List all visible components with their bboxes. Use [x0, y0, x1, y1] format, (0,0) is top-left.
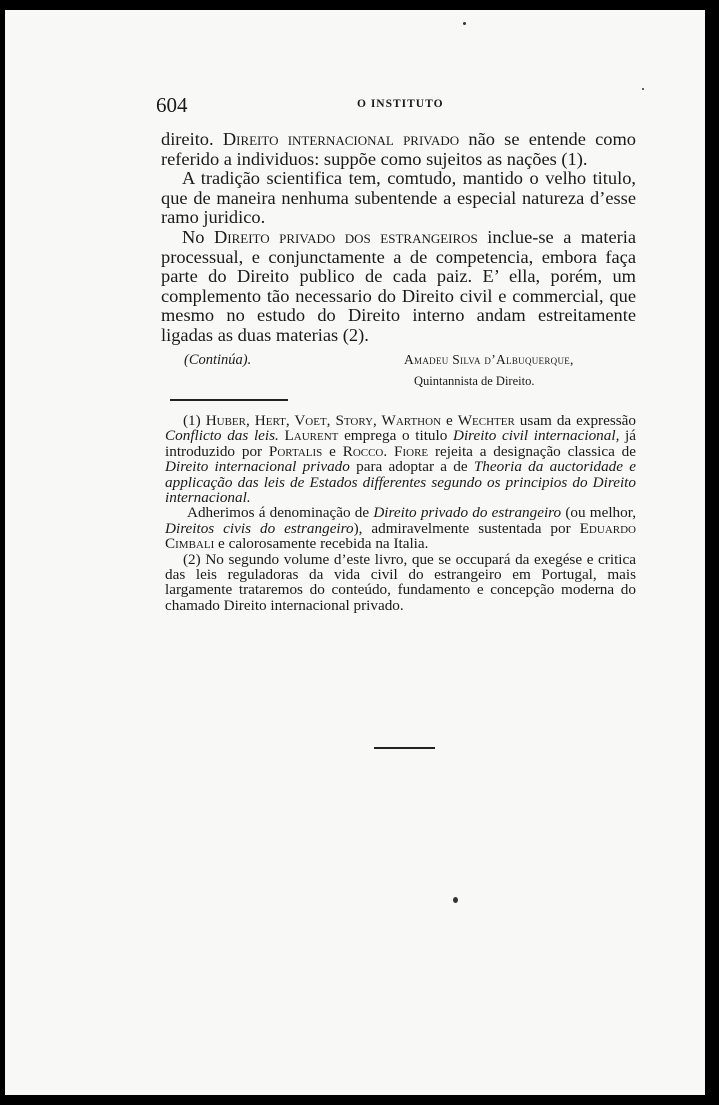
ink-speck	[642, 88, 644, 90]
ink-speck	[463, 22, 466, 25]
continua-note: (Continúa).	[184, 352, 252, 368]
ink-speck	[453, 897, 458, 903]
footnotes	[165, 413, 636, 613]
page-number: 604	[156, 93, 188, 117]
end-rule	[374, 747, 435, 749]
paragraph-3: No Direito privado dos estrangeiros inclue-se a materia processual, e conjunctamente a de competencia, embora faça parte do Direito publico de cada paiz. E’ ella, porém, um complemento tão necessario do Direito civil e commercial, que mesmo no estudo do Direito interno andam estreitamente ligadas as duas materias (2).	[161, 226, 636, 345]
footnote-divider	[170, 399, 288, 401]
page-header	[5, 93, 705, 119]
paragraph-2: A tradição scientifica tem, comtudo, mantido o velho titulo, que de maneira nenhuma subentende a especial natureza d’esse ramo juridico.	[161, 168, 636, 228]
author-name: Amadeu Silva d’Albuquerque,	[404, 352, 574, 367]
signature-block	[5, 352, 705, 392]
paragraph-1: direito. Direito internacional privado não se entende como referido a individuos: suppõe como sujeitos as nações (1).	[161, 129, 636, 169]
footnote-2: (2) No segundo volume d’este livro, que se occupará da exegése e critica das leis reguladoras da vida civil do estrangeiro em Portugal, mais largamente trataremos do conteúdo, fundamento e concepção moderna do chamado Direito internacional privado.	[165, 550, 636, 614]
footnote-1: (1) Huber, Hert, Voet, Story, Warthon e Wechter usam da expressão Conflicto das leis. Laurent emprega o titulo Direito civil internacional, já introduzido por Portalis e Rocco. Fiore rejeita a designação classica de Direito internacional privado para adoptar a de Theoria da auctoridade e applicação das leis de Estados differentes segundo os principios do Direito internacional.	[165, 412, 637, 507]
footnote-1-continuation: Adherimos á denominação de Direito privado do estrangeiro (ou melhor, Direitos civis do estrangeiro), admiravelmente sustentada por Eduardo Cimbali e calorosamente recebida na Italia.	[165, 504, 636, 553]
book-page	[5, 10, 705, 1095]
running-title: O INSTITUTO	[357, 98, 444, 110]
term-direito-internacional-privado: Direito internacional privado	[222, 129, 460, 149]
term-direito-privado-estrangeiros: Direito privado dos estrangeiros	[214, 226, 478, 247]
main-text	[161, 130, 636, 346]
author-title: Quintannista de Direito.	[414, 374, 535, 388]
